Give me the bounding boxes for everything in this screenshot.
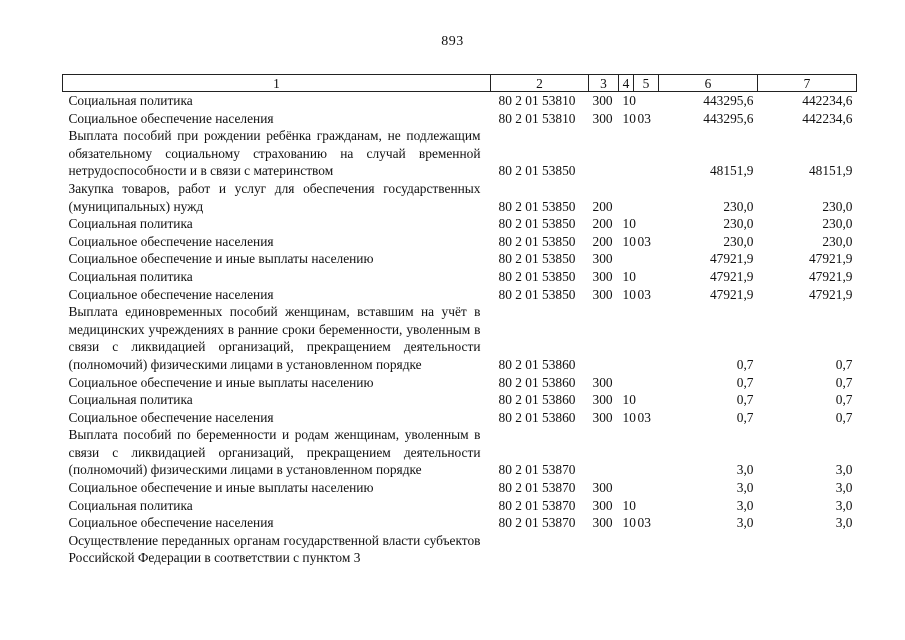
row-expense-type: 300 bbox=[592, 497, 613, 513]
table-row bbox=[63, 374, 857, 392]
row-expense-type: 300 bbox=[592, 480, 613, 496]
row-name: Социальное обеспечение населения bbox=[68, 409, 274, 425]
row-section bbox=[619, 180, 634, 215]
row-section: 10 bbox=[622, 409, 636, 425]
row-name: Выплата пособий по беременности и родам женщинам, уволенным в связи с ликвидацией организаций, прекращением деятельности (полномочий) физическими лицами в установленном порядке bbox=[68, 427, 481, 478]
row-code: 80 2 01 53810 bbox=[498, 110, 576, 126]
row-expense-type: 300 bbox=[592, 286, 613, 302]
row-name: Социальное обеспечение населения bbox=[68, 233, 274, 249]
row-expense-type: 300 bbox=[592, 374, 613, 390]
row-name: Социальное обеспечение населения bbox=[68, 286, 274, 302]
table-row bbox=[63, 409, 857, 427]
row-section: 10 bbox=[622, 268, 636, 284]
table-row bbox=[63, 92, 857, 110]
table-row bbox=[63, 127, 857, 180]
row-value-col6: 230,0 bbox=[723, 233, 754, 249]
row-name: Социальное обеспечение и иные выплаты населению bbox=[68, 480, 374, 496]
row-value-col6: 3,0 bbox=[736, 497, 754, 513]
row-value-col7: 230,0 bbox=[822, 216, 853, 232]
table-row bbox=[63, 532, 857, 567]
header-col-7: 7 bbox=[758, 75, 857, 92]
row-code: 80 2 01 53870 bbox=[498, 480, 576, 496]
row-value-col6: 3,0 bbox=[736, 480, 754, 496]
row-name: Социальная политика bbox=[68, 392, 193, 408]
row-value-col7: 3,0 bbox=[835, 515, 853, 531]
row-value-col6: 0,7 bbox=[736, 374, 754, 390]
header-col-4: 4 bbox=[619, 75, 634, 92]
row-name: Выплата единовременных пособий женщинам, вставшим на учёт в медицинских учреждениях в ранние сроки беременности, уволенным в связи с ликвидацией организаций, прекращением деятельности (полномочий) физическими лицами в установленном порядке bbox=[68, 304, 481, 372]
row-code: 80 2 01 53810 bbox=[498, 93, 576, 108]
row-section: 10 bbox=[622, 497, 636, 513]
row-value-col6: 47921,9 bbox=[709, 268, 754, 284]
row-value-col6: 443295,6 bbox=[703, 93, 754, 108]
row-value-col7: 442234,6 bbox=[802, 93, 853, 108]
row-value-col6: 0,7 bbox=[736, 392, 754, 408]
row-code: 80 2 01 53870 bbox=[498, 462, 576, 478]
row-subsection bbox=[634, 532, 659, 567]
row-section bbox=[619, 127, 634, 180]
row-value-col6: 47921,9 bbox=[709, 286, 754, 302]
row-value-col7: 47921,9 bbox=[808, 268, 853, 284]
row-name: Социальная политика bbox=[68, 497, 193, 513]
row-value-col6 bbox=[659, 532, 758, 567]
row-section: 10 bbox=[622, 515, 636, 531]
row-value-col7: 3,0 bbox=[835, 497, 853, 513]
row-name: Осуществление переданных органам государственной власти субъектов Российской Федерации в соответствии с пунктом 3 bbox=[68, 532, 481, 566]
row-code: 80 2 01 53860 bbox=[498, 392, 576, 408]
budget-table bbox=[62, 74, 857, 567]
row-value-col6: 443295,6 bbox=[703, 110, 754, 126]
row-section bbox=[619, 250, 634, 268]
row-expense-type: 300 bbox=[592, 409, 613, 425]
row-code: 80 2 01 53860 bbox=[498, 409, 576, 425]
row-value-col6: 0,7 bbox=[736, 409, 754, 425]
row-value-col7: 47921,9 bbox=[808, 251, 853, 267]
table-row bbox=[63, 250, 857, 268]
header-row bbox=[63, 75, 857, 92]
table-row bbox=[63, 479, 857, 497]
row-value-col6: 230,0 bbox=[723, 216, 754, 232]
row-name: Выплата пособий при рождении ребёнка гражданам, не подлежащим обязательному социальному страхованию на случай временной нетрудоспособности и в связи с материнством bbox=[68, 128, 481, 179]
row-code: 80 2 01 53850 bbox=[498, 251, 576, 267]
row-name: Социальное обеспечение и иные выплаты населению bbox=[68, 251, 374, 267]
row-expense-type: 300 bbox=[592, 268, 613, 284]
row-value-col7: 0,7 bbox=[835, 356, 853, 372]
row-name: Социальное обеспечение и иные выплаты населению bbox=[68, 374, 374, 390]
row-expense-type: 300 bbox=[592, 515, 613, 531]
row-expense-type: 200 bbox=[592, 233, 613, 249]
row-section bbox=[619, 303, 634, 373]
row-code: 80 2 01 53850 bbox=[498, 216, 576, 232]
row-section bbox=[619, 426, 634, 479]
row-code: 80 2 01 53850 bbox=[498, 268, 576, 284]
row-subsection bbox=[634, 250, 659, 268]
row-subsection bbox=[634, 215, 659, 233]
row-value-col6: 3,0 bbox=[736, 462, 754, 478]
row-value-col7: 3,0 bbox=[835, 480, 853, 496]
table-row bbox=[63, 180, 857, 215]
header-col-6: 6 bbox=[659, 75, 758, 92]
header-col-3: 3 bbox=[589, 75, 619, 92]
row-expense-type bbox=[589, 303, 619, 373]
row-value-col7: 230,0 bbox=[822, 198, 853, 214]
row-section: 10 bbox=[622, 392, 636, 408]
row-code: 80 2 01 53850 bbox=[498, 233, 576, 249]
row-name: Социальная политика bbox=[68, 216, 193, 232]
row-value-col7: 0,7 bbox=[835, 392, 853, 408]
row-section: 10 bbox=[622, 93, 636, 108]
header-col-2: 2 bbox=[491, 75, 589, 92]
row-subsection: 03 bbox=[637, 110, 651, 126]
row-subsection bbox=[634, 497, 659, 515]
row-name: Социальная политика bbox=[68, 93, 193, 108]
row-value-col7: 0,7 bbox=[835, 409, 853, 425]
row-subsection bbox=[634, 303, 659, 373]
row-subsection: 03 bbox=[637, 409, 651, 425]
row-expense-type bbox=[589, 532, 619, 567]
row-value-col7: 230,0 bbox=[822, 233, 853, 249]
row-expense-type bbox=[589, 127, 619, 180]
row-subsection bbox=[634, 180, 659, 215]
row-value-col6: 48151,9 bbox=[709, 163, 754, 179]
table-row bbox=[63, 233, 857, 251]
row-name: Закупка товаров, работ и услуг для обеспечения государственных (муниципальных) нужд bbox=[68, 180, 481, 214]
table-row bbox=[63, 268, 857, 286]
row-subsection bbox=[634, 426, 659, 479]
row-code: 80 2 01 53850 bbox=[498, 198, 576, 214]
row-value-col7: 48151,9 bbox=[808, 163, 853, 179]
table-row bbox=[63, 426, 857, 479]
row-section bbox=[619, 479, 634, 497]
row-expense-type: 200 bbox=[592, 216, 613, 232]
row-subsection: 03 bbox=[637, 515, 651, 531]
table-row bbox=[63, 514, 857, 532]
row-value-col7: 0,7 bbox=[835, 374, 853, 390]
row-code: 80 2 01 53870 bbox=[498, 497, 576, 513]
row-value-col7: 3,0 bbox=[835, 462, 853, 478]
table-row bbox=[63, 391, 857, 409]
row-subsection bbox=[634, 391, 659, 409]
row-expense-type: 300 bbox=[592, 392, 613, 408]
row-value-col6: 230,0 bbox=[723, 198, 754, 214]
row-code: 80 2 01 53860 bbox=[498, 374, 576, 390]
row-section: 10 bbox=[622, 233, 636, 249]
table-row bbox=[63, 286, 857, 304]
row-value-col7 bbox=[758, 532, 857, 567]
table-row bbox=[63, 110, 857, 128]
row-section: 10 bbox=[622, 286, 636, 302]
row-section: 10 bbox=[622, 216, 636, 232]
row-subsection bbox=[634, 374, 659, 392]
row-expense-type: 300 bbox=[592, 93, 613, 108]
row-section: 10 bbox=[622, 110, 636, 126]
row-section bbox=[619, 532, 634, 567]
table-header bbox=[63, 75, 857, 92]
row-subsection bbox=[634, 92, 659, 110]
row-value-col6: 3,0 bbox=[736, 515, 754, 531]
row-value-col7: 442234,6 bbox=[802, 110, 853, 126]
row-name: Социальное обеспечение населения bbox=[68, 515, 274, 531]
row-subsection: 03 bbox=[637, 286, 651, 302]
table-body bbox=[63, 92, 857, 568]
row-value-col7: 47921,9 bbox=[808, 286, 853, 302]
header-col-5: 5 bbox=[634, 75, 659, 92]
row-expense-type: 300 bbox=[592, 251, 613, 267]
row-code bbox=[491, 532, 589, 567]
row-value-col6: 47921,9 bbox=[709, 251, 754, 267]
table-row bbox=[63, 215, 857, 233]
row-subsection bbox=[634, 127, 659, 180]
table-row bbox=[63, 303, 857, 373]
row-code: 80 2 01 53850 bbox=[498, 163, 576, 179]
row-section bbox=[619, 374, 634, 392]
row-name: Социальное обеспечение населения bbox=[68, 110, 274, 126]
row-value-col6: 0,7 bbox=[736, 356, 754, 372]
table-row bbox=[63, 497, 857, 515]
row-subsection: 03 bbox=[637, 233, 651, 249]
row-code: 80 2 01 53870 bbox=[498, 515, 576, 531]
row-expense-type: 200 bbox=[592, 198, 613, 214]
row-expense-type bbox=[589, 426, 619, 479]
header-col-1: 1 bbox=[63, 75, 491, 92]
row-name: Социальная политика bbox=[68, 268, 193, 284]
row-subsection bbox=[634, 479, 659, 497]
row-code: 80 2 01 53860 bbox=[498, 356, 576, 372]
row-code: 80 2 01 53850 bbox=[498, 286, 576, 302]
row-subsection bbox=[634, 268, 659, 286]
page-number: 893 bbox=[441, 34, 464, 49]
row-expense-type: 300 bbox=[592, 110, 613, 126]
